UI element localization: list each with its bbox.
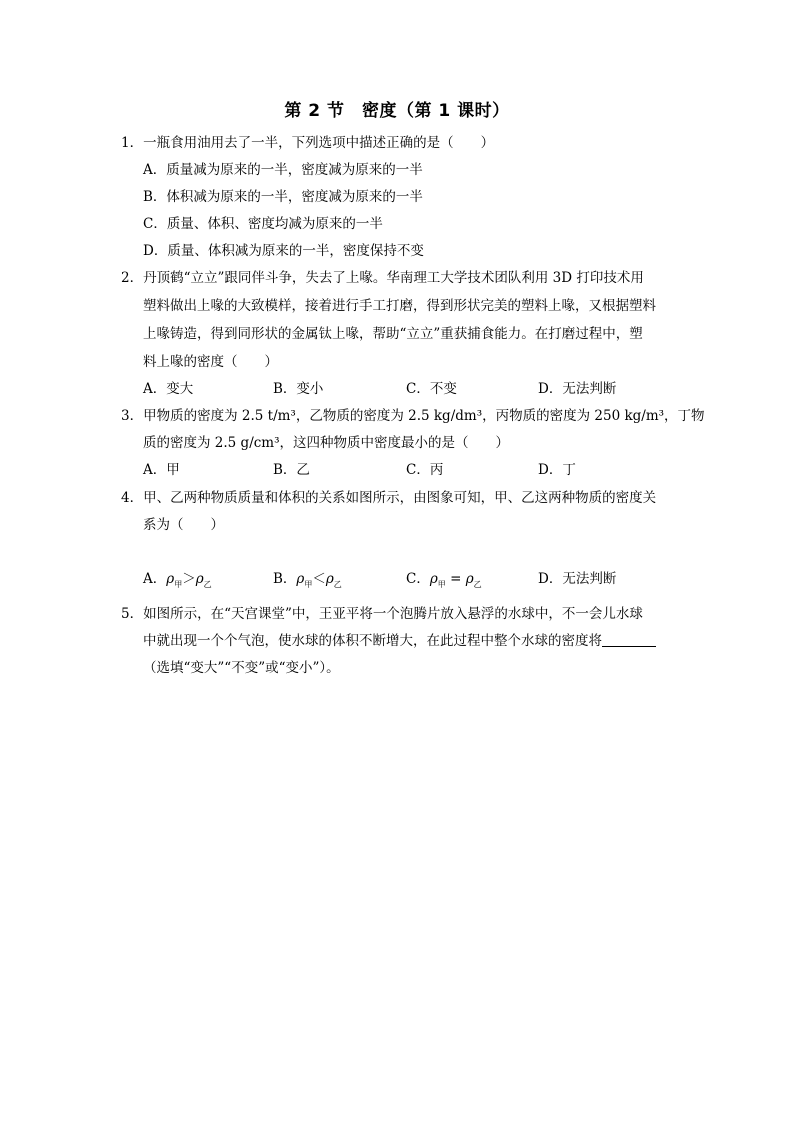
question-4-line-1: 4．甲、乙两种物质质量和体积的关系如图所示，由图象可知，甲、乙这两种物质的密度关 <box>121 490 657 506</box>
question-5-line-1: 5．如图所示，在“天宫课堂”中，王亚平将一个泡腾片放入悬浮的水球中，不一会儿水球 <box>121 606 643 622</box>
page-title: 第 2 节 密度（第 1 课时） <box>284 101 510 121</box>
question-3-option-a: A．甲 <box>143 462 180 478</box>
question-2-option-a: A．变大 <box>143 381 194 397</box>
option-prefix: B． <box>273 571 297 587</box>
question-2-line-2: 塑料做出上喙的大致模样，接着进行手工打磨，得到形状完美的塑料上喙，又根据塑料 <box>143 298 656 314</box>
question-5-line-2-text: 中就出现一个个气泡，使水球的体积不断增大，在此过程中整个水球的密度将 <box>143 633 602 649</box>
subscript-yi: 乙 <box>203 580 212 589</box>
question-1-stem: 1．一瓶食用油用去了一半，下列选项中描述正确的是（ ） <box>121 135 495 151</box>
question-2-line-4: 料上喙的密度（ ） <box>143 354 278 370</box>
question-4-option-d: D．无法判断 <box>538 571 617 587</box>
option-prefix: A． <box>143 571 167 587</box>
subscript-jia: 甲 <box>304 580 313 589</box>
answer-blank[interactable] <box>602 632 656 647</box>
subscript-yi: 乙 <box>473 580 482 589</box>
question-2-option-c: C．不变 <box>406 381 457 397</box>
question-3-line-1: 3．甲物质的密度为 2.5 t/m³，乙物质的密度为 2.5 kg/dm³，丙物质的密度为 250 kg/m³，丁物 <box>121 408 705 424</box>
question-2-option-d: D．无法判断 <box>538 381 617 397</box>
rho-symbol: ρ <box>195 571 204 587</box>
subscript-yi: 乙 <box>333 580 342 589</box>
question-2-line-1: 2．丹顶鹤“立立”跟同伴斗争，失去了上喙。华南理工大学技术团队利用 3D 打印技术用 <box>121 270 644 286</box>
subscript-jia: 甲 <box>174 580 183 589</box>
question-1-option-a: A．质量减为原来的一半，密度减为原来的一半 <box>143 162 423 178</box>
question-2-option-b: B．变小 <box>273 381 324 397</box>
question-3-option-b: B．乙 <box>273 462 310 478</box>
question-1-option-b: B．体积减为原来的一半，密度减为原来的一半 <box>143 189 423 205</box>
rho-symbol: ρ <box>325 571 334 587</box>
question-4-option-c <box>406 570 482 590</box>
question-1-option-d: D．质量、体积减为原来的一半，密度保持不变 <box>143 243 424 259</box>
subscript-jia: 甲 <box>437 580 446 589</box>
question-5-line-3: （选填“变大”“不变”或“变小”）。 <box>143 660 340 676</box>
rho-symbol: ρ <box>465 571 474 587</box>
question-5-line-2 <box>143 632 656 650</box>
option-prefix: C． <box>406 571 430 587</box>
question-3-option-c: C．丙 <box>406 462 444 478</box>
rho-symbol: ρ <box>166 571 175 587</box>
question-4-option-b <box>273 570 342 590</box>
question-3-option-d: D．丁 <box>538 462 576 478</box>
rho-symbol: ρ <box>429 571 438 587</box>
question-1-option-c: C．质量、体积、密度均减为原来的一半 <box>143 216 383 232</box>
question-3-line-2: 质的密度为 2.5 g/cm³，这四种物质中密度最小的是（ ） <box>143 435 510 451</box>
equals-sign: = <box>445 571 466 587</box>
less-than-sign: ＜ <box>312 571 326 587</box>
question-2-line-3: 上喙铸造，得到同形状的金属钛上喙，帮助“立立”重获捕食能力。在打磨过程中，塑 <box>143 326 643 342</box>
greater-than-sign: ＞ <box>182 571 196 587</box>
question-4-line-2: 系为（ ） <box>143 517 224 533</box>
question-4-option-a <box>143 570 212 590</box>
rho-symbol: ρ <box>296 571 305 587</box>
